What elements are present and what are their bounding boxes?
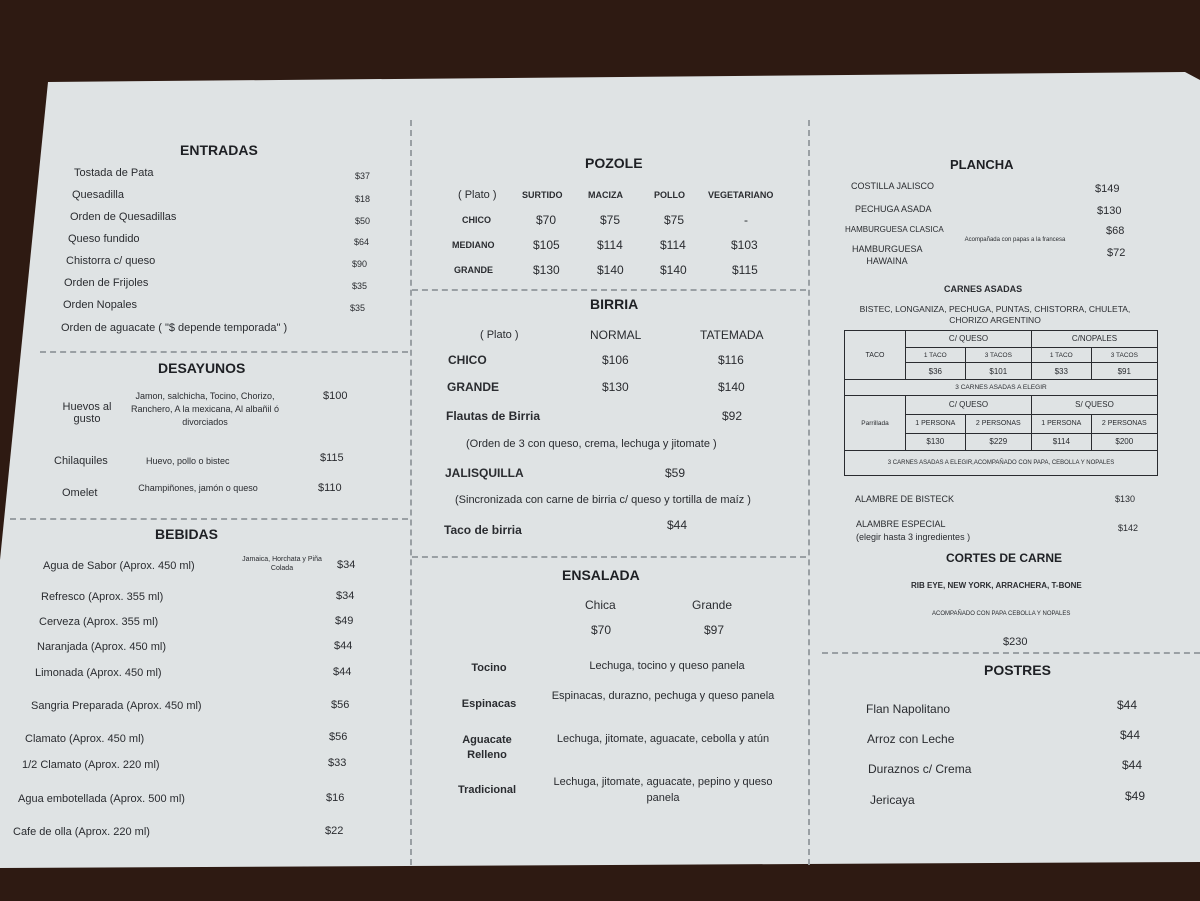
bebidas-item-name: Clamato (Aprox. 450 ml) bbox=[25, 733, 145, 745]
desayunos-title: DESAYUNOS bbox=[158, 360, 246, 376]
carnes-asadas-options: BISTEC, LONGANIZA, PECHUGA, PUNTAS, CHISTORRA, CHULETA, CHORIZO ARGENTINO bbox=[859, 304, 1131, 325]
bebidas-item-name: Limonada (Aprox. 450 ml) bbox=[35, 667, 162, 679]
ensalada-item-desc: Lechuga, tocino y queso panela bbox=[589, 660, 745, 672]
entradas-item-price: $64 bbox=[354, 237, 370, 247]
entradas-item-name: Quesadilla bbox=[72, 189, 124, 201]
column-divider-left bbox=[410, 120, 412, 865]
entradas-item-name: Orden de Frijoles bbox=[64, 277, 149, 289]
taco-birria-price: $44 bbox=[667, 518, 688, 532]
bebidas-item-name: Naranjada (Aprox. 450 ml) bbox=[37, 641, 167, 653]
column-divider-right bbox=[808, 120, 810, 865]
bebidas-item-name: 1/2 Clamato (Aprox. 220 ml) bbox=[22, 759, 160, 771]
desayunos-item-name: Omelet bbox=[62, 487, 98, 499]
divider-birria bbox=[412, 556, 806, 558]
bebidas-item-name: Refresco (Aprox. 355 ml) bbox=[41, 591, 164, 603]
bebidas-item-name: Agua de Sabor (Aprox. 450 ml) bbox=[43, 560, 195, 572]
pozole-price: $103 bbox=[731, 238, 758, 252]
postres-item-price: $44 bbox=[1120, 728, 1141, 742]
plancha-item-name: COSTILLA JALISCO bbox=[851, 181, 935, 191]
entradas-item-price: $35 bbox=[350, 303, 366, 313]
plancha-item-price: $72 bbox=[1107, 247, 1126, 259]
divider-pozole bbox=[412, 289, 806, 291]
pozole-price: $114 bbox=[597, 238, 623, 252]
entradas-item-price: $18 bbox=[355, 194, 371, 204]
divider-desayunos bbox=[10, 518, 408, 520]
postres-title: POSTRES bbox=[984, 662, 1051, 678]
flautas-desc: (Orden de 3 con queso, crema, lechuga y jitomate ) bbox=[466, 438, 717, 450]
parrillada-col: 1 PERSONA bbox=[1031, 414, 1091, 433]
plancha-note: Acompañada con papas a la francesa bbox=[964, 237, 1066, 243]
birria-header: TATEMADA bbox=[700, 328, 764, 342]
taco-price: $101 bbox=[965, 363, 1031, 380]
pozole-size: MEDIANO bbox=[452, 240, 495, 250]
pozole-price: $75 bbox=[664, 213, 685, 227]
bebidas-item-price: $44 bbox=[334, 640, 353, 652]
ensalada-item-name: Tocino bbox=[471, 662, 507, 674]
parrillada-col: 1 PERSONA bbox=[906, 414, 966, 433]
plancha-item-name: PECHUGA ASADA bbox=[855, 204, 932, 214]
bebidas-item-price: $33 bbox=[328, 757, 347, 769]
taco-col: 1 TACO bbox=[1031, 347, 1091, 363]
bebidas-item-price: $44 bbox=[333, 666, 352, 678]
taco-label: TACO bbox=[845, 331, 906, 380]
pozole-header: POLLO bbox=[654, 190, 685, 200]
bebidas-item-price: $49 bbox=[335, 615, 354, 627]
ensalada-item-name: Tradicional bbox=[457, 784, 517, 796]
bebidas-item-price: $34 bbox=[336, 590, 355, 602]
jalisquilla-price: $59 bbox=[665, 466, 686, 480]
ensalada-size-price: $97 bbox=[704, 623, 725, 637]
pozole-price: $130 bbox=[533, 263, 560, 277]
taco-con-queso: C/ QUESO bbox=[906, 331, 1032, 348]
bebidas-item-price: $16 bbox=[326, 792, 345, 804]
taco-col: 3 TACOS bbox=[1091, 347, 1157, 363]
parrillada-price: $200 bbox=[1091, 433, 1157, 451]
parrillada-price: $114 bbox=[1031, 433, 1091, 451]
plancha-item-name: HAMBURGUESA CLASICA bbox=[845, 225, 944, 234]
birria-title: BIRRIA bbox=[590, 296, 639, 312]
ensalada-item-desc: Espinacas, durazno, pechuga y queso panela bbox=[551, 690, 775, 702]
alambre-name: ALAMBRE DE BISTECK bbox=[855, 494, 955, 504]
taco-price: $36 bbox=[906, 363, 966, 380]
bebidas-item-price: $56 bbox=[329, 731, 348, 743]
cortes-list: RIB EYE, NEW YORK, ARRACHERA, T-BONE bbox=[911, 581, 1082, 590]
postres-item-price: $44 bbox=[1117, 698, 1138, 712]
carnes-asadas-table bbox=[844, 330, 1158, 476]
pozole-price: $114 bbox=[660, 238, 686, 252]
plancha-item-price: $68 bbox=[1106, 225, 1125, 237]
entradas-item-price: $35 bbox=[352, 281, 368, 291]
carnes-elegir: 3 CARNES ASADAS A ELEGIR bbox=[845, 380, 1158, 396]
bebidas-item-price: $22 bbox=[325, 825, 344, 837]
birria-price: $140 bbox=[718, 380, 745, 394]
taco-price: $33 bbox=[1031, 363, 1091, 380]
entradas-item-name: Orden de Quesadillas bbox=[70, 211, 177, 223]
desayunos-item-desc: Huevo, pollo o bistec bbox=[146, 456, 230, 466]
birria-chico-label: CHICO bbox=[448, 353, 487, 367]
desayunos-item-name: Chilaquiles bbox=[54, 455, 108, 467]
plancha-title: PLANCHA bbox=[950, 157, 1014, 172]
birria-header: NORMAL bbox=[590, 328, 642, 342]
alambre-sub: (elegir hasta 3 ingredientes ) bbox=[856, 532, 971, 542]
ensalada-item-desc: Lechuga, jitomate, aguacate, pepino y queso panela bbox=[553, 776, 773, 804]
parrillada-price: $130 bbox=[906, 433, 966, 451]
pozole-header: SURTIDO bbox=[522, 190, 563, 200]
bebidas-item-note: Jamaica, Horchata y Piña Colada bbox=[242, 556, 322, 572]
jalisquilla-desc: (Sincronizada con carne de birria c/ queso y tortilla de maíz ) bbox=[455, 494, 751, 506]
postres-item-name: Duraznos c/ Crema bbox=[868, 762, 972, 776]
jalisquilla-label: JALISQUILLA bbox=[445, 466, 524, 480]
cortes-title: CORTES DE CARNE bbox=[946, 551, 1063, 565]
bebidas-item-price: $34 bbox=[337, 559, 356, 571]
parrillada-sin-queso: S/ QUESO bbox=[1031, 395, 1157, 414]
birria-price: $116 bbox=[718, 353, 744, 367]
bebidas-item-price: $56 bbox=[331, 699, 350, 711]
birria-grande-label: GRANDE bbox=[447, 380, 500, 394]
pozole-size: CHICO bbox=[462, 215, 491, 225]
ensalada-item-name: Espinacas bbox=[461, 698, 517, 710]
birria-price: $106 bbox=[602, 353, 629, 367]
entradas-item-price: $50 bbox=[355, 216, 371, 226]
desayunos-item-desc: Jamon, salchicha, Tocino, Chorizo, Ranchero, A la mexicana, Al albañil ó divorciados bbox=[130, 391, 280, 427]
entradas-item-name: Chistorra c/ queso bbox=[66, 255, 156, 267]
carnes-footer: 3 CARNES ASADAS A ELEGIR,ACOMPAÑADO CON PAPA, CEBOLLA Y NOPALES bbox=[845, 451, 1158, 476]
ensalada-title: ENSALADA bbox=[562, 567, 640, 583]
pozole-header: ( Plato ) bbox=[458, 189, 497, 201]
postres-item-name: Jericaya bbox=[870, 793, 915, 807]
cortes-note: ACOMPAÑADO CON PAPA CEBOLLA Y NOPALES bbox=[932, 611, 1071, 617]
carnes-asadas-title: CARNES ASADAS bbox=[944, 284, 1023, 294]
desayunos-item-price: $115 bbox=[320, 452, 344, 464]
desayunos-item-price: $100 bbox=[323, 390, 348, 402]
taco-price: $91 bbox=[1091, 363, 1157, 380]
alambre-name: ALAMBRE ESPECIAL bbox=[856, 519, 946, 529]
pozole-price: - bbox=[744, 213, 748, 227]
postres-item-name: Arroz con Leche bbox=[867, 732, 955, 746]
pozole-price: $115 bbox=[732, 263, 758, 277]
taco-birria-label: Taco de birria bbox=[444, 523, 522, 537]
bebidas-title: BEBIDAS bbox=[155, 526, 219, 542]
bebidas-item-name: Agua embotellada (Aprox. 500 ml) bbox=[18, 793, 185, 805]
plancha-item-price: $149 bbox=[1095, 183, 1120, 195]
entradas-title: ENTRADAS bbox=[180, 142, 258, 158]
taco-col: 1 TACO bbox=[906, 347, 966, 363]
flautas-price: $92 bbox=[722, 409, 743, 423]
ensalada-item-desc: Lechuga, jitomate, aguacate, cebolla y atún bbox=[556, 733, 770, 745]
entradas-item-name: Queso fundido bbox=[68, 233, 140, 245]
pozole-title: POZOLE bbox=[585, 155, 643, 171]
desayunos-item-desc: Champiñones, jamón o queso bbox=[138, 483, 258, 493]
bebidas-item-name: Cerveza (Aprox. 355 ml) bbox=[39, 616, 159, 628]
pozole-price: $105 bbox=[533, 238, 560, 252]
pozole-header: MACIZA bbox=[588, 190, 623, 200]
entradas-item-name: Orden de aguacate ( "$ depende temporada" ) bbox=[61, 322, 288, 334]
parrillada-price: $229 bbox=[965, 433, 1031, 451]
desayunos-item-name: Huevos al gusto bbox=[62, 401, 112, 425]
entradas-item-name: Orden Nopales bbox=[63, 299, 137, 311]
taco-con-nopales: C/NOPALES bbox=[1031, 331, 1157, 348]
plancha-item-name: HAMBURGUESA HAWAINA bbox=[852, 244, 923, 266]
pozole-price: $75 bbox=[600, 213, 621, 227]
desayunos-item-price: $110 bbox=[318, 482, 342, 494]
pozole-header: VEGETARIANO bbox=[708, 190, 774, 200]
ensalada-size-label: Grande bbox=[692, 598, 733, 612]
entradas-item-price: $90 bbox=[352, 259, 368, 269]
entradas-item-price: $37 bbox=[355, 171, 371, 181]
parrillada-label: Parrillada bbox=[845, 395, 906, 451]
birria-price: $130 bbox=[602, 380, 629, 394]
postres-item-name: Flan Napolitano bbox=[866, 702, 951, 716]
flautas-label: Flautas de Birria bbox=[446, 409, 541, 423]
pozole-size: GRANDE bbox=[454, 265, 494, 275]
plancha-item-price: $130 bbox=[1097, 205, 1122, 217]
bebidas-item-name: Sangria Preparada (Aprox. 450 ml) bbox=[31, 700, 202, 712]
postres-item-price: $49 bbox=[1125, 789, 1146, 803]
ensalada-size-label: Chica bbox=[585, 598, 616, 612]
parrillada-con-queso: C/ QUESO bbox=[906, 395, 1032, 414]
pozole-price: $140 bbox=[660, 263, 687, 277]
parrillada-col: 2 PERSONAS bbox=[1091, 414, 1157, 433]
parrillada-col: 2 PERSONAS bbox=[965, 414, 1031, 433]
ensalada-item-name: Aguacate Relleno bbox=[462, 734, 512, 761]
alambre-price: $142 bbox=[1118, 523, 1139, 533]
birria-header: ( Plato ) bbox=[480, 329, 519, 341]
postres-item-price: $44 bbox=[1122, 758, 1143, 772]
pozole-price: $70 bbox=[536, 213, 557, 227]
divider-cortes bbox=[822, 652, 1200, 654]
pozole-price: $140 bbox=[597, 263, 624, 277]
alambre-price: $130 bbox=[1115, 494, 1136, 504]
cortes-price: $230 bbox=[1003, 636, 1028, 648]
divider-entradas bbox=[40, 351, 408, 353]
entradas-item-name: Tostada de Pata bbox=[74, 167, 154, 179]
bebidas-item-name: Cafe de olla (Aprox. 220 ml) bbox=[13, 826, 150, 838]
ensalada-size-price: $70 bbox=[591, 623, 612, 637]
taco-col: 3 TACOS bbox=[965, 347, 1031, 363]
